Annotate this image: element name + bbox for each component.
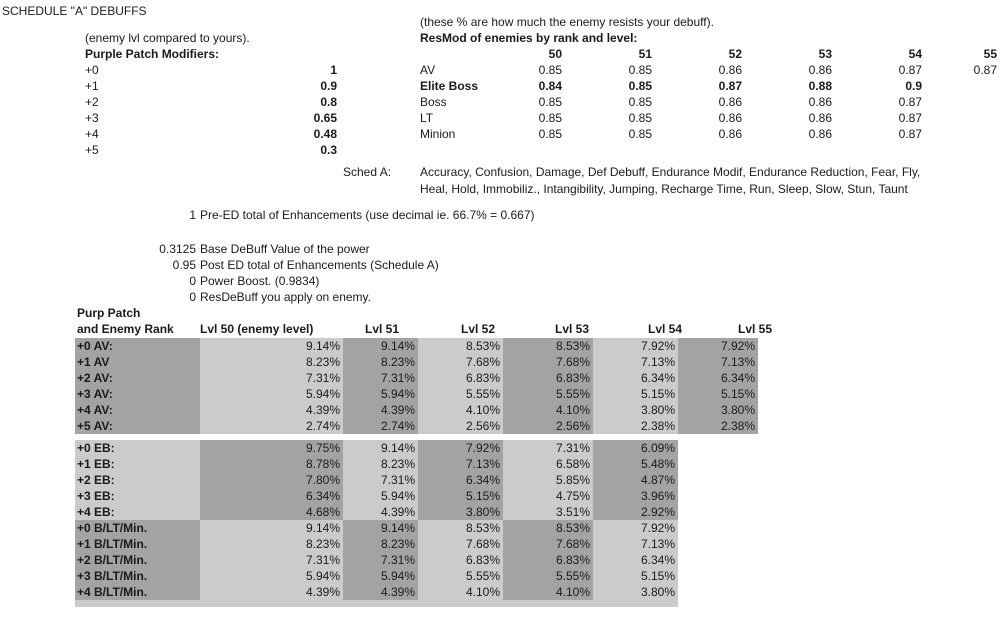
debuff-cell: 3.80% [593, 584, 678, 600]
debuff-cell [678, 568, 758, 584]
debuff-cell: 5.55% [418, 386, 503, 402]
debuff-row [75, 584, 758, 600]
debuff-column-header: Lvl 54 [648, 322, 683, 336]
debuff-table-header-line2: and Enemy Rank [77, 322, 174, 336]
debuff-cell: 4.39% [343, 402, 418, 418]
resmod-level-header: 54 [908, 47, 922, 61]
debuff-cell: 5.94% [343, 386, 418, 402]
debuff-cell: 8.23% [200, 354, 343, 370]
debuff-cell: 8.53% [418, 338, 503, 354]
debuff-cell: 8.53% [503, 338, 593, 354]
resmod-cell: 0.85 [628, 79, 652, 93]
debuff-row-label: +1 EB: [75, 456, 200, 472]
debuff-cell: 5.15% [593, 568, 678, 584]
resmod-row [420, 126, 1000, 142]
modifier-row [85, 78, 337, 94]
debuff-cell: 7.31% [343, 552, 418, 568]
resmod-level-header: 51 [638, 47, 652, 61]
debuff-cell: 5.48% [593, 456, 678, 472]
debuff-cell: 7.31% [200, 552, 343, 568]
modifier-value: 0.8 [320, 95, 337, 109]
debuff-cell: 4.39% [200, 402, 343, 418]
resmod-cell: 0.9 [905, 79, 922, 93]
calc-value: 0.3125 [159, 242, 196, 256]
resmod-cell: 0.87 [898, 95, 922, 109]
resmod-cell: 0.85 [538, 111, 562, 125]
debuff-cell [678, 520, 758, 536]
resmod-cell [925, 126, 1000, 142]
debuff-row-label: +3 AV: [75, 386, 200, 402]
sched-a-line1: Accuracy, Confusion, Damage, Def Debuff, Endurance Modif, Endurance Reduction, Fear, Fly, [420, 165, 921, 179]
calc-label: Base DeBuff Value of the power [200, 242, 370, 256]
resmod-cell: 0.86 [718, 111, 742, 125]
debuff-row [75, 440, 758, 456]
debuff-cell: 8.23% [343, 456, 418, 472]
debuff-cell: 4.10% [503, 584, 593, 600]
debuff-cell: 9.14% [343, 520, 418, 536]
debuff-cell: 2.92% [593, 504, 678, 520]
debuff-cell [678, 552, 758, 568]
resmod-cell: 0.86 [808, 63, 832, 77]
debuff-cell: 7.13% [593, 536, 678, 552]
debuff-cell: 4.87% [593, 472, 678, 488]
debuff-cell [678, 536, 758, 552]
debuff-row-label: +4 AV: [75, 402, 200, 418]
resmod-table [420, 46, 1000, 142]
resmod-row [420, 78, 1000, 94]
pre-ed-row [0, 207, 535, 223]
debuff-cell [678, 440, 758, 456]
debuff-row [75, 504, 758, 520]
debuff-cell: 7.31% [200, 370, 343, 386]
debuff-cell: 7.31% [343, 370, 418, 386]
debuff-cell: 3.80% [678, 402, 758, 418]
debuff-row [75, 386, 758, 402]
resmod-cell [925, 110, 1000, 126]
debuff-cell: 6.83% [503, 370, 593, 386]
resmod-cell: 0.87 [898, 111, 922, 125]
debuff-cell: 4.39% [343, 504, 418, 520]
pre-ed-value: 1 [189, 208, 196, 222]
calc-value: 0 [189, 274, 196, 288]
debuff-cell: 2.56% [503, 418, 593, 434]
debuff-row [75, 402, 758, 418]
resmod-level-header: 52 [728, 47, 742, 61]
calc-label: Power Boost. (0.9834) [200, 274, 320, 288]
debuff-cell: 5.94% [343, 568, 418, 584]
debuff-cell: 7.68% [418, 536, 503, 552]
sched-a-label: Sched A: [343, 165, 392, 179]
resmod-cell: 0.85 [628, 63, 652, 77]
debuff-cell: 4.68% [200, 504, 343, 520]
calc-row [0, 241, 439, 257]
debuff-cell: 4.39% [200, 584, 343, 600]
resmod-row [420, 110, 1000, 126]
debuff-cell: 9.14% [343, 338, 418, 354]
debuff-column-header: Lvl 55 [738, 322, 773, 336]
resmod-cell: 0.86 [808, 95, 832, 109]
resmod-rank-label: Minion [420, 127, 456, 141]
debuff-row-label: +3 B/LT/Min. [75, 568, 200, 584]
calc-block [0, 241, 439, 305]
debuff-cell: 3.80% [593, 402, 678, 418]
debuff-cell: 6.83% [503, 552, 593, 568]
debuff-cell: 7.92% [678, 338, 758, 354]
debuff-row [75, 552, 758, 568]
debuff-cell: 6.34% [418, 472, 503, 488]
resmod-rank-label: AV [420, 63, 436, 77]
calc-value: 0 [189, 290, 196, 304]
debuff-row [75, 488, 758, 504]
resmod-heading: ResMod of enemies by rank and level: [420, 31, 638, 45]
debuff-cell: 2.56% [418, 418, 503, 434]
modifier-label: +0 [85, 63, 99, 77]
modifier-value: 0.65 [313, 111, 337, 125]
calc-row [0, 289, 439, 305]
debuff-column-header: Lvl 52 [461, 322, 496, 336]
resmod-cell: 0.85 [628, 95, 652, 109]
debuff-row-label: +4 EB: [75, 504, 200, 520]
debuff-row-label: +2 AV: [75, 370, 200, 386]
debuff-cell: 5.55% [418, 568, 503, 584]
debuff-cell: 9.14% [200, 338, 343, 354]
debuff-column-header: Lvl 53 [555, 322, 590, 336]
resmod-cell: 0.87 [718, 79, 742, 93]
debuff-cell: 8.23% [200, 536, 343, 552]
calc-row [0, 273, 439, 289]
debuff-cell: 5.94% [200, 568, 343, 584]
debuff-row [75, 418, 758, 434]
debuff-row-label: +1 B/LT/Min. [75, 536, 200, 552]
debuff-row-label: +0 AV: [75, 338, 200, 354]
debuff-cell: 6.34% [593, 370, 678, 386]
resmod-cell: 0.85 [538, 63, 562, 77]
resmod-row [420, 62, 1000, 78]
modifier-value: 0.3 [320, 143, 337, 157]
debuff-row [75, 520, 758, 536]
debuff-row-label: +1 AV [75, 354, 200, 370]
debuff-cell: 7.68% [503, 536, 593, 552]
table-bottom-strip [75, 600, 678, 607]
debuff-table [75, 338, 758, 607]
debuff-column-header: Lvl 50 (enemy level) [200, 322, 314, 336]
debuff-cell: 7.92% [593, 520, 678, 536]
modifier-label: +4 [85, 127, 99, 141]
resmod-cell: 0.85 [628, 127, 652, 141]
debuff-cell: 5.55% [503, 386, 593, 402]
resmod-rank-label: LT [420, 111, 434, 125]
resmod-row [420, 94, 1000, 110]
debuff-cell: 7.13% [418, 456, 503, 472]
modifier-value: 1 [330, 63, 337, 77]
resmod-level-header: 53 [818, 47, 832, 61]
debuff-cell: 3.80% [418, 504, 503, 520]
debuff-cell: 9.14% [200, 520, 343, 536]
debuff-cell: 8.53% [503, 520, 593, 536]
resmod-cell: 0.88 [808, 79, 832, 93]
modifier-row [85, 62, 337, 78]
debuff-row [75, 456, 758, 472]
debuff-cell [678, 504, 758, 520]
debuff-row [75, 472, 758, 488]
modifier-row [85, 142, 337, 158]
debuff-cell [678, 584, 758, 600]
debuff-cell: 5.15% [593, 386, 678, 402]
debuff-cell: 7.13% [593, 354, 678, 370]
resmod-rank-label: Boss [420, 95, 447, 109]
calc-label: Post ED total of Enhancements (Schedule A) [200, 258, 439, 272]
debuff-row-label: +4 B/LT/Min. [75, 584, 200, 600]
debuff-cell: 6.34% [200, 488, 343, 504]
debuff-cell: 9.14% [343, 440, 418, 456]
resmod-level-header: 55 [983, 47, 997, 61]
purple-patch-heading: Purple Patch Modifiers: [85, 47, 220, 61]
debuff-cell: 3.51% [503, 504, 593, 520]
debuff-cell: 4.10% [503, 402, 593, 418]
debuff-cell: 8.78% [200, 456, 343, 472]
debuff-cell: 6.83% [418, 370, 503, 386]
debuff-cell [678, 472, 758, 488]
debuff-cell: 4.10% [418, 584, 503, 600]
purple-patch-note: (enemy lvl compared to yours). [85, 31, 250, 45]
debuff-cell: 7.31% [343, 472, 418, 488]
page-title: SCHEDULE "A" DEBUFFS [2, 4, 147, 18]
resmod-cell: 0.87 [898, 127, 922, 141]
resmod-cell: 0.85 [628, 111, 652, 125]
calc-value: 0.95 [172, 258, 196, 272]
resmod-cell: 0.85 [538, 127, 562, 141]
resmod-cell: 0.84 [538, 79, 562, 93]
debuff-cell: 5.94% [200, 386, 343, 402]
debuff-cell: 6.58% [503, 456, 593, 472]
debuff-cell: 2.74% [343, 418, 418, 434]
pre-ed-label: Pre-ED total of Enhancements (use decimal ie. 66.7% = 0.667) [200, 208, 535, 222]
debuff-row [75, 354, 758, 370]
debuff-column-header: Lvl 51 [365, 322, 400, 336]
modifier-label: +5 [85, 143, 99, 157]
resmod-cell [925, 94, 1000, 110]
debuff-row-label: +3 EB: [75, 488, 200, 504]
debuff-row-label: +0 EB: [75, 440, 200, 456]
modifier-value: 0.48 [313, 127, 337, 141]
resmod-note: (these % are how much the enemy resists your debuff). [420, 15, 714, 29]
debuff-cell: 6.34% [678, 370, 758, 386]
debuff-cell: 6.83% [418, 552, 503, 568]
debuff-cell [678, 456, 758, 472]
resmod-level-header: 50 [548, 47, 562, 61]
resmod-cell: 0.86 [718, 95, 742, 109]
debuff-cell: 7.68% [503, 354, 593, 370]
debuff-row [75, 370, 758, 386]
debuff-cell: 5.15% [418, 488, 503, 504]
debuff-row [75, 338, 758, 354]
resmod-cell: 0.85 [538, 95, 562, 109]
resmod-rank-label: Elite Boss [420, 79, 479, 93]
debuff-cell: 7.92% [418, 440, 503, 456]
resmod-cell [925, 78, 1000, 94]
debuff-cell: 7.92% [593, 338, 678, 354]
debuff-cell: 6.09% [593, 440, 678, 456]
purple-patch-table [85, 62, 337, 158]
resmod-cell: 0.86 [718, 127, 742, 141]
resmod-header-row [420, 46, 1000, 62]
debuff-cell: 2.74% [200, 418, 343, 434]
modifier-label: +2 [85, 95, 99, 109]
debuff-cell: 5.55% [503, 568, 593, 584]
debuff-cell: 5.85% [503, 472, 593, 488]
calc-row [0, 257, 439, 273]
resmod-header-spacer [420, 46, 475, 62]
resmod-cell: 0.86 [718, 63, 742, 77]
modifier-row [85, 94, 337, 110]
modifier-row [85, 126, 337, 142]
debuff-cell: 2.38% [593, 418, 678, 434]
debuff-cell: 7.31% [503, 440, 593, 456]
debuff-cell: 8.53% [418, 520, 503, 536]
debuff-cell: 8.23% [343, 354, 418, 370]
debuff-cell: 7.68% [418, 354, 503, 370]
debuff-cell: 8.23% [343, 536, 418, 552]
resmod-cell: 0.87 [898, 63, 922, 77]
debuff-row-label: +2 EB: [75, 472, 200, 488]
debuff-cell: 4.39% [343, 584, 418, 600]
debuff-row-label: +5 AV: [75, 418, 200, 434]
sched-a-line2: Heal, Hold, Immobiliz., Intangibility, Jumping, Recharge Time, Run, Sleep, Slow, Stun, Taunt [420, 182, 908, 196]
modifier-row [85, 110, 337, 126]
debuff-cell: 5.94% [343, 488, 418, 504]
debuff-cell: 6.34% [593, 552, 678, 568]
debuff-row [75, 568, 758, 584]
debuff-cell: 4.10% [418, 402, 503, 418]
debuff-cell: 2.38% [678, 418, 758, 434]
resmod-cell: 0.86 [808, 111, 832, 125]
debuff-cell: 4.75% [503, 488, 593, 504]
modifier-label: +1 [85, 79, 99, 93]
debuff-row-label: +0 B/LT/Min. [75, 520, 200, 536]
debuff-cell: 9.75% [200, 440, 343, 456]
calc-label: ResDeBuff you apply on enemy. [200, 290, 371, 304]
debuff-cell: 7.80% [200, 472, 343, 488]
debuff-table-header-line1: Purp Patch [77, 306, 141, 320]
debuff-cell: 7.13% [678, 354, 758, 370]
debuff-cell [678, 488, 758, 504]
modifier-label: +3 [85, 111, 99, 125]
modifier-value: 0.9 [320, 79, 337, 93]
resmod-cell: 0.87 [973, 63, 997, 77]
debuff-row [75, 536, 758, 552]
debuff-cell: 3.96% [593, 488, 678, 504]
resmod-cell: 0.86 [808, 127, 832, 141]
debuff-row-label: +2 B/LT/Min. [75, 552, 200, 568]
debuff-cell: 5.15% [678, 386, 758, 402]
